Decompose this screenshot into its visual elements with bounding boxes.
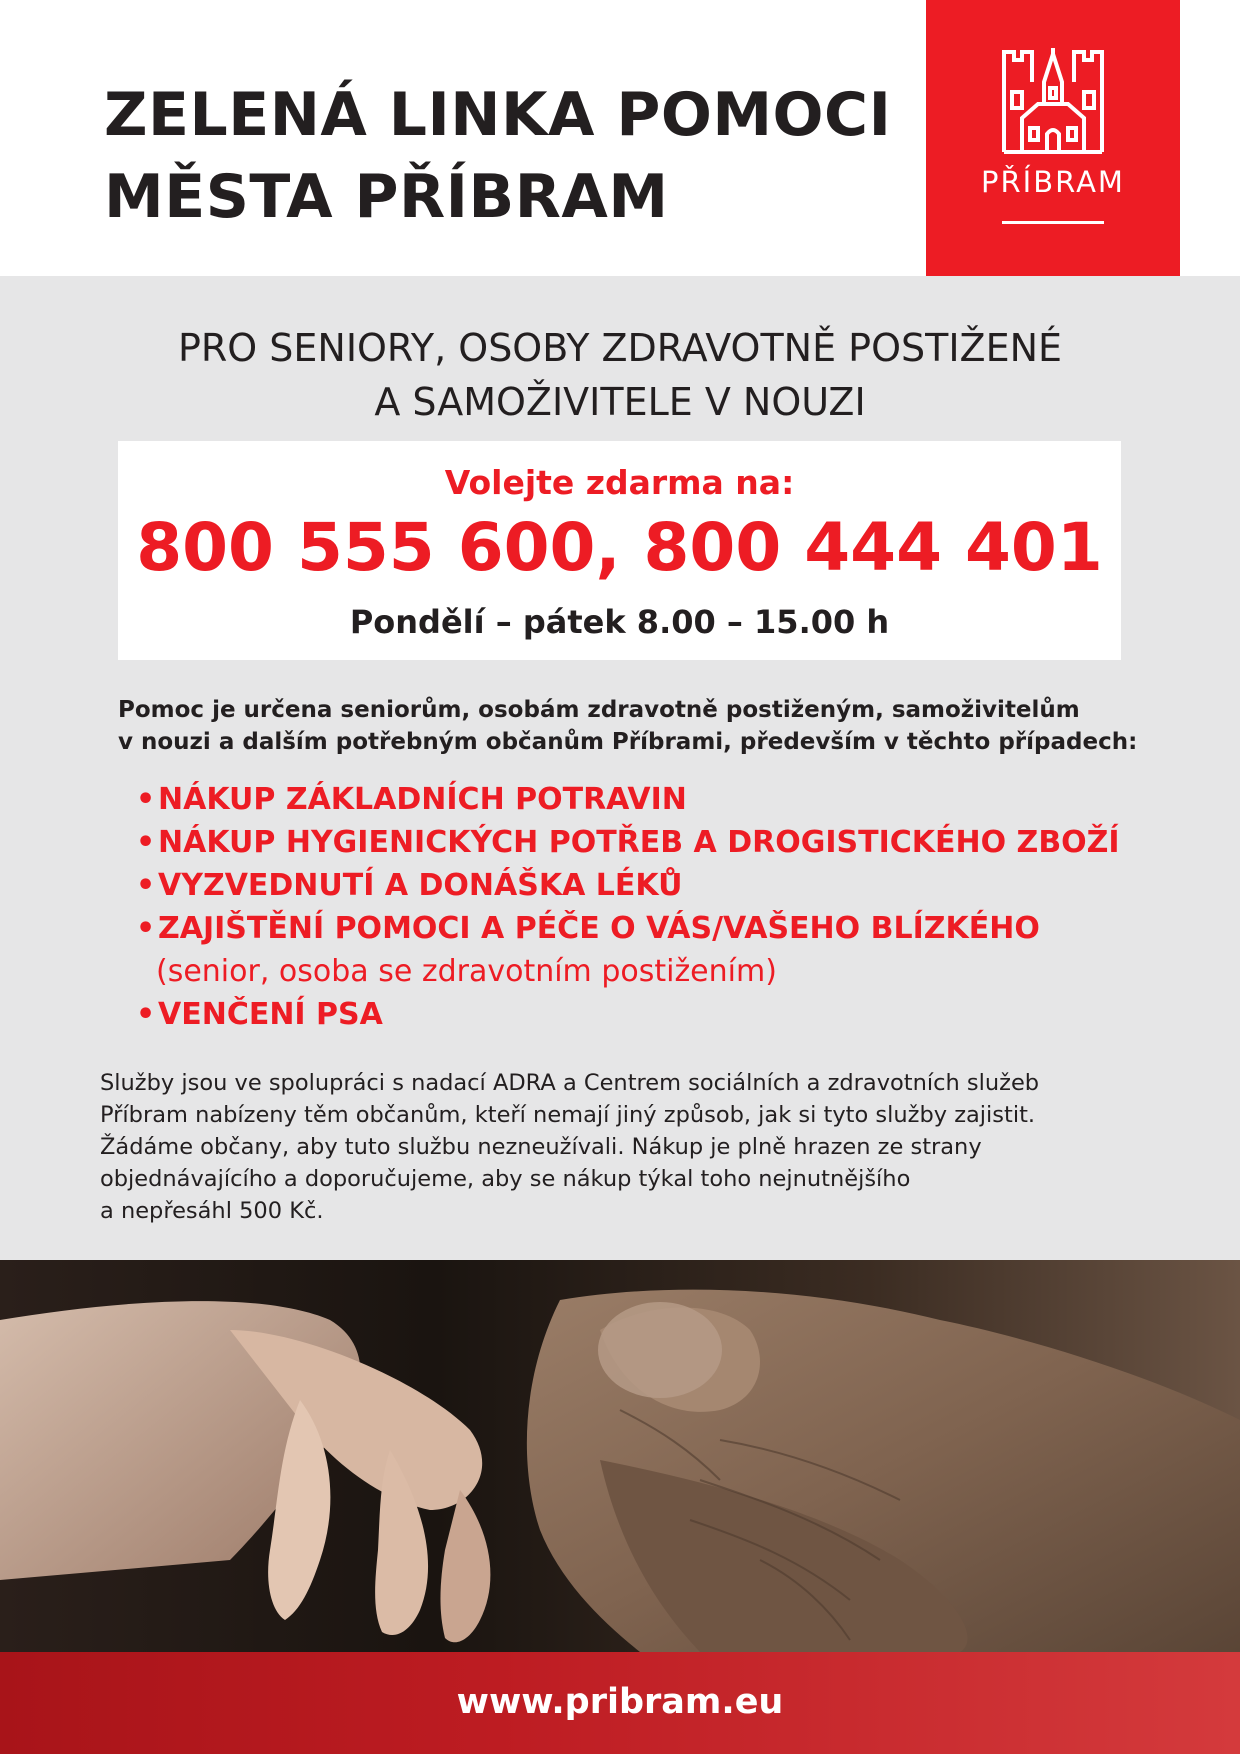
subtitle-line-1: PRO SENIORY, OSOBY ZDRAVOTNĚ POSTIŽENÉ	[177, 326, 1063, 370]
service-info-text	[100, 1067, 1160, 1227]
list-item-note: (senior, osoba se zdravotním postižením)	[156, 954, 777, 989]
content-section	[0, 276, 1240, 1260]
list-item	[136, 907, 1120, 950]
list-item-text: NÁKUP ZÁKLADNÍCH POTRAVIN	[158, 782, 687, 817]
logo-text: PŘÍBRAM	[981, 165, 1125, 199]
bullet: •	[136, 825, 156, 860]
info-line-3: Žádáme občany, aby tuto službu nezneužívali. Nákup je plně hrazen ze strany	[100, 1134, 982, 1160]
logo-underline	[1002, 221, 1104, 224]
title-line-2: MĚSTA PŘÍBRAM	[104, 162, 669, 232]
list-item	[136, 864, 1120, 907]
bullet: •	[136, 868, 156, 903]
page-title	[104, 74, 891, 238]
header	[0, 0, 1240, 276]
holding-hands-image	[0, 1260, 1240, 1652]
info-line-1: Služby jsou ve spolupráci s nadací ADRA a Centrem sociálních a zdravotních služeb	[100, 1070, 1040, 1096]
list-item-text: VENČENÍ PSA	[158, 997, 383, 1032]
services-list	[136, 778, 1120, 1036]
info-line-4: objednávajícího a doporučujeme, aby se nákup týkal toho nejnutnějšího	[100, 1166, 911, 1192]
subtitle-line-2: A SAMOŽIVITELE V NOUZI	[374, 380, 866, 424]
list-item	[136, 993, 1120, 1036]
city-logo	[926, 0, 1180, 276]
phone-numbers[interactable]: 800 555 600, 800 444 401	[136, 509, 1103, 586]
hands-photo	[0, 1260, 1240, 1652]
call-box	[118, 441, 1121, 660]
intro-line-1: Pomoc je určena seniorům, osobám zdravotně postiženým, samoživitelům	[118, 697, 1080, 723]
list-item-text: ZAJIŠTĚNÍ POMOCI A PÉČE O VÁS/VAŠEHO BLÍZKÉHO	[158, 911, 1040, 946]
opening-hours: Pondělí – pátek 8.00 – 15.00 h	[349, 603, 890, 641]
title-line-1: ZELENÁ LINKA POMOCI	[104, 80, 892, 150]
bullet: •	[136, 911, 156, 946]
town-castle-icon	[1000, 48, 1106, 154]
list-item	[136, 821, 1120, 864]
call-label: Volejte zdarma na:	[444, 463, 795, 502]
intro-text	[118, 694, 1148, 758]
list-item-text: NÁKUP HYGIENICKÝCH POTŘEB A DROGISTICKÉHO ZBOŽÍ	[158, 825, 1120, 860]
website-link[interactable]: www.pribram.eu	[456, 1682, 784, 1722]
bullet: •	[136, 782, 156, 817]
list-item	[136, 778, 1120, 821]
intro-line-2: v nouzi a dalším potřebným občanům Příbrami, především v těchto případech:	[118, 729, 1138, 755]
footer-band	[0, 1652, 1240, 1754]
info-line-2: Příbram nabízeny těm občanům, kteří nemají jiný způsob, jak si tyto služby zajistit.	[100, 1102, 1036, 1128]
subtitle	[0, 321, 1240, 429]
info-line-5: a nepřesáhl 500 Kč.	[100, 1198, 324, 1224]
bullet: •	[136, 997, 156, 1032]
list-item-text: VYZVEDNUTÍ A DONÁŠKA LÉKŮ	[158, 868, 683, 903]
